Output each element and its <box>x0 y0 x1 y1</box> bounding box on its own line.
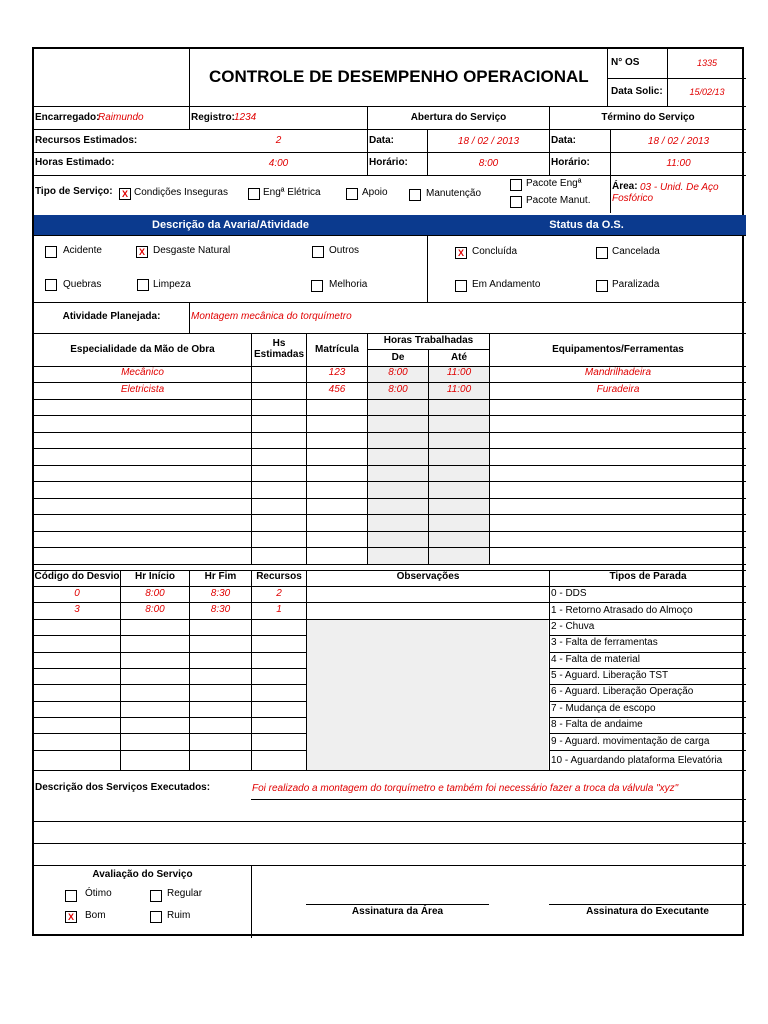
mao-obra-row2-de[interactable]: 8:00 <box>388 384 408 395</box>
mao-obra-row1-especialidade[interactable]: Mecânico <box>121 367 164 378</box>
avaliacao-otimo-checkbox[interactable] <box>65 890 77 902</box>
tipo-parada-3: 3 - Falta de ferramentas <box>551 637 658 648</box>
desvio-row2-fim[interactable]: 8:30 <box>210 604 231 615</box>
horas-label: Horas Estimado: <box>35 157 115 168</box>
avaliacao-otimo-label: Ótimo <box>85 888 112 899</box>
encarregado-label: Encarregado: <box>35 112 100 123</box>
tipo-parada-7: 7 - Mudança de escopo <box>551 703 656 714</box>
col-observacoes: Observações <box>396 571 460 582</box>
termino-data-label: Data: <box>551 135 577 146</box>
tipo-apoio-label: Apoio <box>362 187 388 198</box>
executados-value[interactable]: Foi realizado a montagem do torquímetro e também foi necessário fazer a troca da válvula "xyz" <box>252 783 679 794</box>
desvio-row2-codigo[interactable]: 3 <box>74 604 80 615</box>
status-concluida-label: Concluída <box>472 246 518 257</box>
avaliacao-label: Avaliação do Serviço <box>92 869 193 880</box>
desc-melhoria-checkbox[interactable] <box>311 280 323 292</box>
mao-obra-row1-ate[interactable]: 11:00 <box>446 367 472 378</box>
tipo-parada-0: 0 - DDS <box>551 588 587 599</box>
executados-label: Descrição dos Serviços Executados: <box>35 782 211 793</box>
col-horas-trabalhadas: Horas Trabalhadas <box>383 335 474 346</box>
desc-limpeza-label: Limpeza <box>153 279 191 290</box>
assinatura-area: Assinatura da Área <box>351 906 444 917</box>
tipo-parada-5: 5 - Aguard. Liberação TST <box>551 670 669 681</box>
col-especialidade: Especialidade da Mão de Obra <box>70 344 215 355</box>
tipo-servico-label: Tipo de Serviço: <box>35 186 113 197</box>
status-andamento-label: Em Andamento <box>472 279 541 290</box>
mao-obra-row2-ate[interactable]: 11:00 <box>446 384 472 395</box>
encarregado-value[interactable]: Raimundo <box>98 112 144 123</box>
avaliacao-regular-label: Regular <box>167 888 203 899</box>
desc-limpeza-checkbox[interactable] <box>137 279 149 291</box>
data-solic-value[interactable]: 15/02/13 <box>689 87 725 97</box>
tipo-parada-8: 8 - Falta de andaime <box>551 719 643 730</box>
status-band: Status da O.S. <box>427 215 746 235</box>
data-solic-label: Data Solic: <box>611 86 663 97</box>
recursos-value[interactable]: 2 <box>275 135 282 146</box>
desc-desgaste-checkbox[interactable]: X <box>136 246 148 258</box>
tipo-parada-4: 4 - Falta de material <box>551 654 640 665</box>
col-tipos-parada: Tipos de Parada <box>609 571 687 582</box>
termino-horario-label: Horário: <box>551 157 590 168</box>
tipo-manutencao-checkbox[interactable] <box>409 189 421 201</box>
tipo-parada-9: 9 - Aguard. movimentação de carga <box>551 736 710 747</box>
desc-quebras-label: Quebras <box>63 279 102 290</box>
service-form <box>32 47 744 936</box>
desvio-row1-codigo[interactable]: 0 <box>74 588 80 599</box>
abertura-horario-label: Horário: <box>369 157 408 168</box>
atividade-value[interactable]: Montagem mecânica do torquímetro <box>191 311 352 322</box>
col-recursos: Recursos <box>256 571 302 582</box>
status-paralizada-checkbox[interactable] <box>596 280 608 292</box>
status-cancelada-label: Cancelada <box>612 246 660 257</box>
tipo-apoio-checkbox[interactable] <box>346 188 358 200</box>
termino-header: Término do Serviço <box>601 112 695 123</box>
tipo-condicoes-checkbox[interactable]: X <box>119 188 131 200</box>
desvio-row1-recursos[interactable]: 2 <box>276 588 282 599</box>
tipo-condicoes-label: Condições Inseguras <box>134 187 228 198</box>
desvio-row2-recursos[interactable]: 1 <box>276 604 282 615</box>
termino-horario-value[interactable]: 11:00 <box>666 158 691 169</box>
tipo-parada-6: 6 - Aguard. Liberação Operação <box>551 686 694 697</box>
desc-acidente-label: Acidente <box>63 245 102 256</box>
col-hs-line1: Hs <box>272 338 286 349</box>
avaliacao-bom-checkbox[interactable]: X <box>65 911 77 923</box>
tipo-pacote-eng-label: Pacote Engª <box>526 178 582 189</box>
horas-value[interactable]: 4:00 <box>268 158 289 169</box>
area-label: Área: <box>612 181 638 192</box>
mao-obra-row1-equip[interactable]: Mandrilhadeira <box>584 367 652 378</box>
desc-acidente-checkbox[interactable] <box>45 246 57 258</box>
tipo-eng-eletrica-checkbox[interactable] <box>248 188 260 200</box>
registro-value[interactable]: 1234 <box>234 112 257 123</box>
avaliacao-bom-label: Bom <box>85 910 106 921</box>
avaliacao-ruim-checkbox[interactable] <box>150 911 162 923</box>
desc-melhoria-label: Melhoria <box>329 279 368 290</box>
status-andamento-checkbox[interactable] <box>455 280 467 292</box>
mao-obra-row2-equip[interactable]: Furadeira <box>596 384 640 395</box>
mao-obra-row1-de[interactable]: 8:00 <box>388 367 408 378</box>
abertura-data-value[interactable]: 18 / 02 / 2013 <box>457 136 520 147</box>
col-ate: Até <box>450 352 468 363</box>
desc-outros-checkbox[interactable] <box>312 246 324 258</box>
col-equipamentos: Equipamentos/Ferramentas <box>552 344 684 355</box>
status-paralizada-label: Paralizada <box>612 279 660 290</box>
tipo-pacote-eng-checkbox[interactable] <box>510 179 522 191</box>
desvio-row2-inicio[interactable]: 8:00 <box>145 604 165 615</box>
col-matricula: Matrícula <box>315 344 359 355</box>
status-cancelada-checkbox[interactable] <box>596 247 608 259</box>
tipo-pacote-manut-label: Pacote Manut. <box>526 195 591 206</box>
tipo-pacote-manut-checkbox[interactable] <box>510 196 522 208</box>
col-hr-fim: Hr Fim <box>204 571 237 582</box>
desvio-row1-fim[interactable]: 8:30 <box>210 588 231 599</box>
desc-outros-label: Outros <box>329 245 360 256</box>
descricao-band: Descrição da Avaria/Atividade <box>34 215 427 235</box>
tipo-manutencao-label: Manutenção <box>426 188 482 199</box>
abertura-data-label: Data: <box>369 135 395 146</box>
os-number-label: N° OS <box>611 57 640 68</box>
area-value-line2[interactable]: Fosfórico <box>612 193 654 204</box>
registro-label: Registro: <box>191 112 235 123</box>
tipo-parada-10: 10 - Aguardando plataforma Elevatória <box>551 755 723 766</box>
termino-data-value[interactable]: 18 / 02 / 2013 <box>647 136 710 147</box>
tipo-parada-2: 2 - Chuva <box>551 621 595 632</box>
abertura-header: Abertura do Serviço <box>410 112 507 123</box>
os-number-value[interactable]: 1335 <box>696 58 718 68</box>
avaliacao-ruim-label: Ruim <box>167 910 191 921</box>
mao-obra-row2-especialidade[interactable]: Eletricista <box>120 384 165 395</box>
col-de: De <box>391 352 405 363</box>
desc-desgaste-label: Desgaste Natural <box>153 245 231 256</box>
avaliacao-regular-checkbox[interactable] <box>150 890 162 902</box>
abertura-horario-value[interactable]: 8:00 <box>478 158 499 169</box>
col-codigo-desvio: Código do Desvio <box>34 571 120 582</box>
form-title: CONTROLE DE DESEMPENHO OPERACIONAL <box>209 67 589 86</box>
desc-quebras-checkbox[interactable] <box>45 279 57 291</box>
mao-obra-row2-matricula[interactable]: 456 <box>328 384 346 395</box>
desvio-row1-inicio[interactable]: 8:00 <box>145 588 165 599</box>
tipo-parada-1: 1 - Retorno Atrasado do Almoço <box>551 605 693 616</box>
status-concluida-checkbox[interactable]: X <box>455 247 467 259</box>
area-value-line1[interactable]: 03 - Unid. De Aço <box>640 182 719 193</box>
tipo-eng-eletrica-label: Engª Elétrica <box>263 187 321 198</box>
recursos-label: Recursos Estimados: <box>35 135 138 146</box>
mao-obra-row1-matricula[interactable]: 123 <box>328 367 346 378</box>
assinatura-executante: Assinatura do Executante <box>586 906 709 917</box>
atividade-label: Atividade Planejada: <box>62 311 161 322</box>
col-hr-inicio: Hr Início <box>134 571 175 582</box>
col-hs-line2: Estimadas <box>253 349 305 360</box>
